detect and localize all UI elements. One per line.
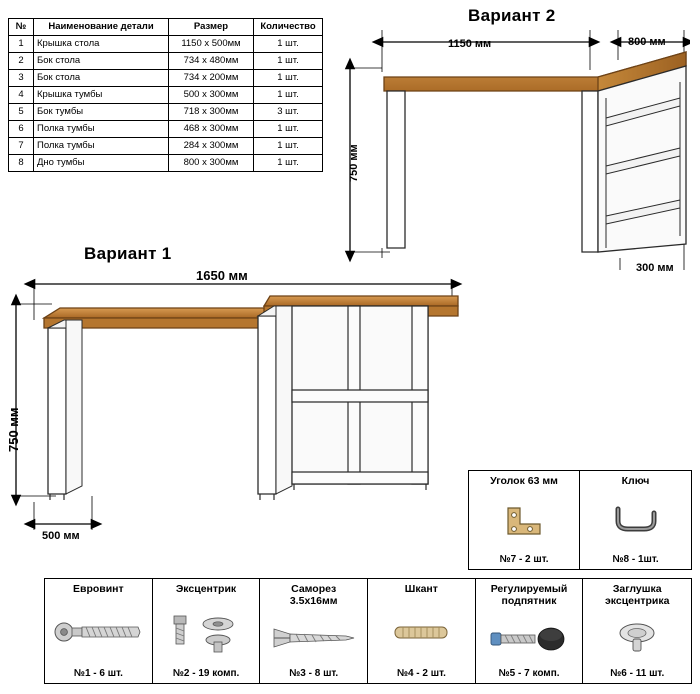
hardware-title-line1: Заглушка [612, 583, 662, 595]
cell-size: 1150 x 500мм [169, 36, 254, 53]
cell-size: 284 x 300мм [169, 138, 254, 155]
hardware-qty: №7 - 2 шт. [499, 554, 549, 565]
table-row [9, 138, 323, 155]
hardware-title-line2: подпятник [501, 595, 557, 607]
cell-part-name: Бок тумбы [34, 104, 169, 121]
variant2-title: Вариант 2 [468, 6, 556, 25]
cam-cover-cap-icon [585, 607, 689, 668]
hardware-item-cam-lock [153, 579, 261, 683]
hardware-title: Евровинт [72, 583, 124, 595]
hardware-item-adjustable-foot [476, 579, 584, 683]
cell-quantity: 1 шт. [254, 70, 323, 87]
cell-number: 3 [9, 70, 34, 87]
hardware-title [290, 583, 338, 607]
variant2-width-label: 1150 мм [448, 38, 492, 50]
hardware-qty: №1 - 6 шт. [73, 668, 123, 679]
hardware-item-dowel [368, 579, 476, 683]
header-number: № [9, 19, 34, 36]
hardware-item-self-tapping-screw [260, 579, 368, 683]
hardware-qty: №8 - 1шт. [612, 554, 659, 565]
adjustable-foot-icon [478, 607, 581, 668]
hardware-item-allen-key [580, 471, 691, 569]
cam-lock-icon [155, 595, 258, 668]
header-part-name: Наименование детали [34, 19, 169, 36]
hardware-qty: №5 - 7 комп. [498, 668, 560, 679]
hardware-title [605, 583, 670, 607]
hardware-title: Уголок 63 мм [490, 475, 558, 487]
table-row [9, 36, 323, 53]
cell-quantity: 1 шт. [254, 53, 323, 70]
table-row [9, 87, 323, 104]
corner-bracket-icon [471, 487, 577, 554]
variant1-height-label: 750 мм [6, 407, 21, 452]
self-tapping-screw-icon [262, 607, 365, 668]
hardware-title [491, 583, 568, 607]
hardware-legend-bottom [44, 578, 692, 684]
variant1-depth-label: 500 мм [42, 530, 80, 542]
cell-quantity: 1 шт. [254, 36, 323, 53]
table-row [9, 104, 323, 121]
hardware-title: Ключ [621, 475, 650, 487]
cell-number: 1 [9, 36, 34, 53]
cell-size: 800 x 300мм [169, 155, 254, 172]
variant1-width-label: 1650 мм [196, 268, 248, 283]
cell-size: 468 x 300мм [169, 121, 254, 138]
cell-size: 734 x 200мм [169, 70, 254, 87]
cell-part-name: Бок стола [34, 53, 169, 70]
header-quantity: Количество [254, 19, 323, 36]
table-row [9, 70, 323, 87]
table-row [9, 121, 323, 138]
variant1-title: Вариант 1 [84, 244, 172, 263]
cell-number: 6 [9, 121, 34, 138]
cell-part-name: Крышка стола [34, 36, 169, 53]
cell-quantity: 1 шт. [254, 87, 323, 104]
header-size: Размер [169, 19, 254, 36]
cell-part-name: Полка тумбы [34, 138, 169, 155]
cell-number: 5 [9, 104, 34, 121]
hardware-qty: №6 - 11 шт. [610, 668, 665, 679]
cell-quantity: 1 шт. [254, 121, 323, 138]
variant2-height-label: 750 мм [348, 144, 360, 182]
hardware-item-cam-cover-cap [583, 579, 691, 683]
cell-quantity: 1 шт. [254, 155, 323, 172]
variant1-drawing [8, 262, 478, 552]
cell-quantity: 3 шт. [254, 104, 323, 121]
cell-part-name: Дно тумбы [34, 155, 169, 172]
cell-size: 734 x 480мм [169, 53, 254, 70]
allen-key-icon [582, 487, 689, 554]
cell-part-name: Крышка тумбы [34, 87, 169, 104]
cell-part-name: Полка тумбы [34, 121, 169, 138]
euro-screw-icon [47, 595, 150, 668]
dowel-icon [370, 595, 473, 668]
cell-quantity: 1 шт. [254, 138, 323, 155]
hardware-qty: №3 - 8 шт. [289, 668, 339, 679]
hardware-item-euro-screw [45, 579, 153, 683]
hardware-title: Эксцентрик [175, 583, 237, 595]
variant2-depth-label: 800 мм [628, 36, 666, 48]
hardware-title-line1: Регулируемый [490, 583, 568, 595]
hardware-legend-top [468, 470, 692, 570]
hardware-title: Шкант [404, 583, 438, 595]
cell-number: 8 [9, 155, 34, 172]
hardware-qty: №2 - 19 комп. [172, 668, 240, 679]
table-row [9, 53, 323, 70]
table-row [9, 155, 323, 172]
hardware-title-line2: 3.5x16мм [289, 595, 338, 607]
cell-size: 500 x 300мм [169, 87, 254, 104]
table-header-row [9, 19, 323, 36]
variant2-base-label: 300 мм [636, 262, 674, 274]
cell-number: 7 [9, 138, 34, 155]
parts-table [8, 18, 323, 172]
cell-part-name: Бок стола [34, 70, 169, 87]
hardware-qty: №4 - 2 шт. [396, 668, 446, 679]
hardware-item-corner-bracket [469, 471, 580, 569]
variant2-drawing [330, 30, 690, 270]
cell-number: 4 [9, 87, 34, 104]
cell-number: 2 [9, 53, 34, 70]
hardware-title-line1: Саморез [291, 583, 337, 595]
cell-size: 718 x 300мм [169, 104, 254, 121]
hardware-title-line2: эксцентрика [604, 595, 670, 607]
